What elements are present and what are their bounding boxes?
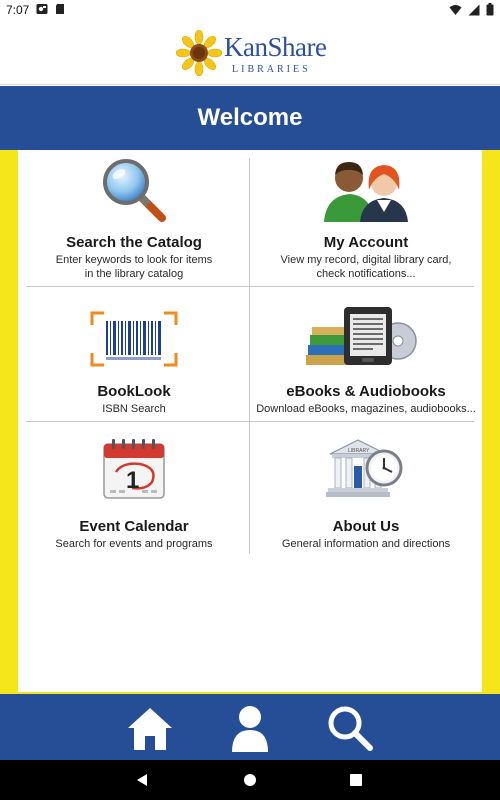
menu-panel: [18, 150, 482, 692]
search-icon[interactable]: [324, 702, 376, 754]
bottom-nav: [0, 694, 500, 760]
back-icon[interactable]: [134, 772, 150, 788]
recents-icon[interactable]: [348, 772, 364, 788]
my-account-title: My Account: [323, 234, 409, 251]
menu-item-my-account[interactable]: [250, 150, 482, 286]
users-icon: [322, 156, 410, 226]
home-circle-icon[interactable]: [242, 772, 258, 788]
home-icon[interactable]: [124, 702, 176, 754]
barcode-icon: [90, 311, 178, 367]
ereader-icon: [306, 305, 418, 367]
person-icon[interactable]: [224, 702, 276, 754]
search-catalog-desc-2: in the library catalog: [84, 268, 184, 280]
ebooks-desc: Download eBooks, magazines, audiobooks...: [256, 403, 476, 415]
search-catalog-desc-1: Enter keywords to look for items: [55, 254, 213, 266]
grid-divider-vertical: [249, 158, 250, 554]
menu-item-search-catalog[interactable]: [18, 150, 250, 286]
my-account-desc-1: View my record, digital library card,: [280, 254, 452, 266]
logo-header: [0, 20, 500, 85]
search-catalog-title: Search the Catalog: [66, 234, 202, 251]
logo-brand-text: KanShare: [224, 32, 327, 62]
menu-item-booklook[interactable]: [18, 287, 250, 421]
menu-grid: [18, 150, 482, 556]
library-building-label: LIBRARY: [348, 448, 370, 454]
menu-item-ebooks[interactable]: [250, 287, 482, 421]
about-us-desc: General information and directions: [281, 538, 451, 550]
menu-item-about-us[interactable]: [250, 422, 482, 556]
signal-icon: [468, 4, 480, 16]
logo-subtitle-text: LIBRARIES: [232, 64, 311, 75]
kanshare-logo: [176, 26, 326, 80]
battery-icon: [486, 3, 494, 16]
booklook-desc: ISBN Search: [102, 403, 166, 415]
page-title: Welcome: [197, 104, 303, 131]
my-account-desc-2: check notifications...: [316, 268, 416, 280]
status-right-icons: [449, 3, 494, 16]
calendar-icon: [102, 438, 166, 500]
library-clock-icon: [326, 436, 406, 500]
cast-icon: [36, 3, 48, 15]
about-us-title: About Us: [332, 518, 400, 535]
status-time: 7:07: [6, 3, 30, 17]
ebooks-title: eBooks & Audiobooks: [286, 383, 446, 400]
event-calendar-desc: Search for events and programs: [55, 538, 213, 550]
sd-card-icon: [54, 3, 66, 15]
menu-item-event-calendar[interactable]: [18, 422, 250, 556]
magnifier-icon: [102, 158, 168, 224]
event-calendar-title: Event Calendar: [79, 518, 189, 535]
wifi-icon: [449, 4, 462, 16]
status-bar: [0, 0, 500, 20]
booklook-title: BookLook: [97, 383, 171, 400]
system-nav-bar: [0, 760, 500, 800]
sunflower-icon: [176, 30, 222, 76]
welcome-bar: [0, 86, 500, 150]
calendar-day-number: 1: [126, 467, 140, 494]
